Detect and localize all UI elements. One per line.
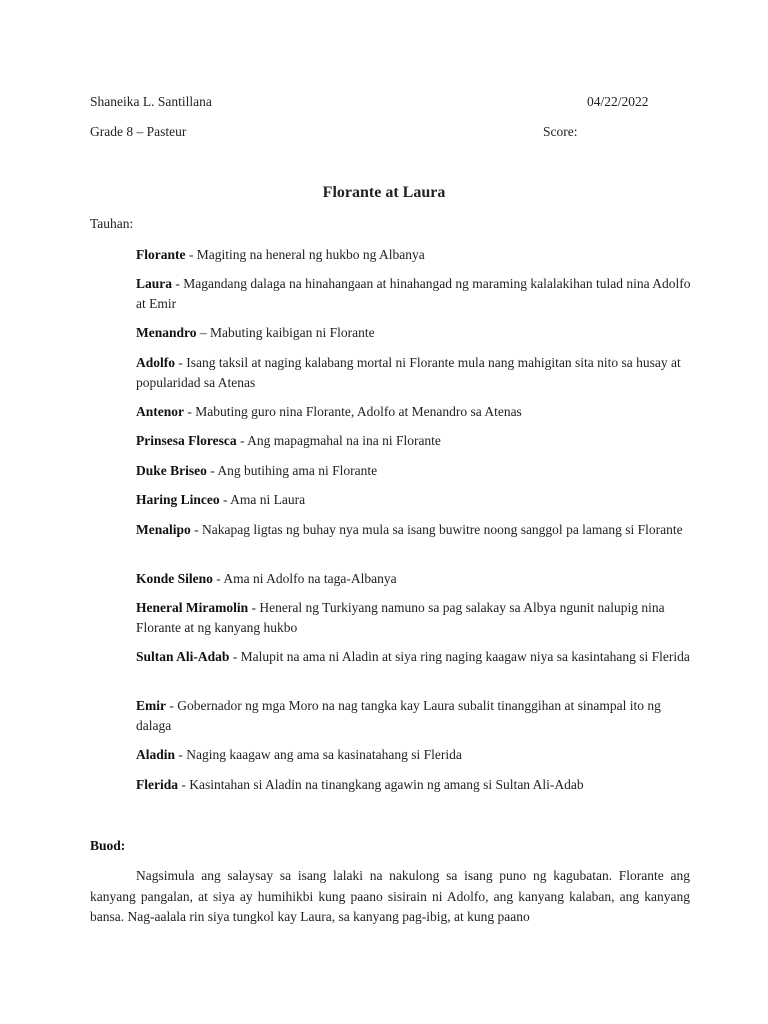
- character-name: Emir: [136, 698, 166, 713]
- character-description: - Heneral ng Turkiyang namuno sa pag salakay sa Albya ngunit nalupig nina Florante at ng kanyang hukbo: [136, 600, 665, 635]
- character-entry: [136, 490, 696, 510]
- character-name: Haring Linceo: [136, 492, 220, 507]
- character-name: Konde Sileno: [136, 571, 213, 586]
- character-name: Prinsesa Floresca: [136, 433, 237, 448]
- character-name: Laura: [136, 276, 173, 291]
- character-name: Florante: [136, 247, 186, 262]
- character-description: - Ang mapagmahal na ina ni Florante: [236, 433, 441, 448]
- character-name: Antenor: [136, 404, 184, 419]
- summary-label: Buod:: [90, 838, 126, 853]
- character-description: - Gobernador ng mga Moro na nag tangka kay Laura subalit tinanggihan at sinampal ito ng dalaga: [136, 698, 661, 733]
- character-entry: [136, 323, 696, 343]
- student-name: Shaneika L. Santillana: [90, 94, 212, 109]
- character-name: Flerida: [136, 777, 178, 792]
- character-entry: [136, 431, 696, 451]
- character-description: - Ama ni Laura: [219, 492, 306, 507]
- character-entry: [136, 274, 696, 313]
- summary-paragraph: Nagsimula ang salaysay sa isang lalaki na nakulong sa isang puno ng kagubatan. Florante ang kanyang pangalan, at siya ay humihikbi kung paano sisirain ni Adolfo, ang kanyang kalaban, ang kanyang bansa. Nag-aalala rin siya tungkol kay Laura, sa kanyang pag-ibig, at kung paano: [90, 868, 690, 924]
- characters-label: Tauhan:: [90, 216, 134, 231]
- character-name: Aladin: [136, 747, 176, 762]
- document-title: Florante at Laura: [322, 184, 446, 201]
- character-name: Heneral Miramolin: [136, 600, 249, 615]
- character-description: - Malupit na ama ni Aladin at siya ring naging kaagaw niya sa kasintahang si Flerida: [229, 649, 690, 664]
- character-entry: [136, 520, 696, 540]
- character-entry: [136, 569, 696, 589]
- character-name: Menandro: [136, 325, 197, 340]
- character-description: - Magiting na heneral ng hukbo ng Albanya: [185, 247, 425, 262]
- character-entry: [136, 745, 696, 765]
- score-label: Score:: [543, 124, 578, 139]
- character-entry: [136, 353, 696, 392]
- character-entry: [136, 245, 696, 265]
- character-description: - Ama ni Adolfo na taga-Albanya: [212, 571, 397, 586]
- character-description: – Mabuting kaibigan ni Florante: [196, 325, 375, 340]
- character-name: Sultan Ali-Adab: [136, 649, 230, 664]
- character-entry: [136, 775, 696, 795]
- character-name: Menalipo: [136, 522, 191, 537]
- date: 04/22/2022: [587, 94, 649, 109]
- character-description: - Naging kaagaw ang ama sa kasinatahang si Flerida: [175, 747, 462, 762]
- character-description: - Mabuting guro nina Florante, Adolfo at Menandro sa Atenas: [184, 404, 522, 419]
- character-entry: [136, 461, 696, 481]
- character-entry: [136, 402, 696, 422]
- character-description: - Nakapag ligtas ng buhay nya mula sa isang buwitre noong sanggol pa lamang si Florante: [190, 522, 683, 537]
- character-description: - Ang butihing ama ni Florante: [206, 463, 378, 478]
- character-entry: [136, 696, 696, 735]
- character-entry: [136, 598, 696, 637]
- character-description: - Isang taksil at naging kalabang mortal ni Florante mula nang mahigitan sita nito sa husay at popularidad sa Atenas: [136, 355, 681, 390]
- character-entry: [136, 647, 696, 667]
- character-description: - Magandang dalaga na hinahangaan at hinahangad ng maraming kalalakihan tulad nina Adolfo at Emir: [136, 276, 691, 311]
- grade-section: Grade 8 – Pasteur: [90, 124, 187, 139]
- character-name: Duke Briseo: [136, 463, 207, 478]
- character-description: - Kasintahan si Aladin na tinangkang agawin ng amang si Sultan Ali-Adab: [178, 777, 584, 792]
- character-name: Adolfo: [136, 355, 176, 370]
